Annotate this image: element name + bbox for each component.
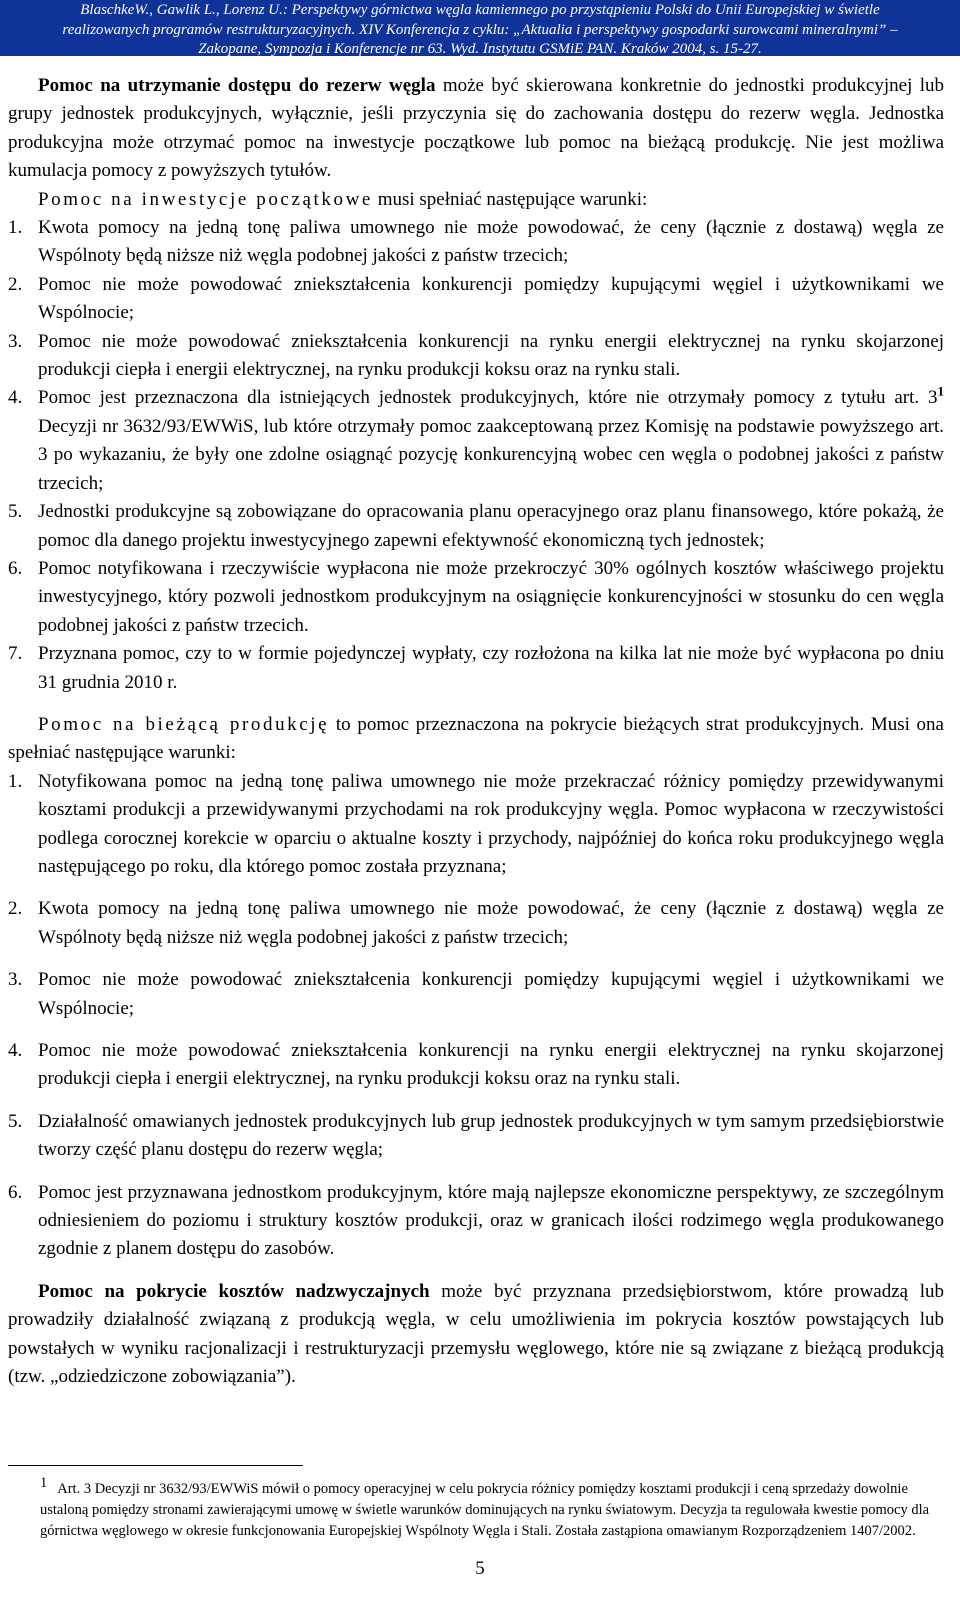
list-item-text: Działalność omawianych jednostek produkcyjnych lub grup jednostek produkcyjnych w tym samym przedsiębiorstwie tworzy część planu dostępu do rezerw węgla;	[38, 1110, 944, 1161]
paragraph-current-production-intro	[8, 711, 944, 768]
spacer	[8, 1264, 944, 1278]
list-item	[8, 271, 944, 328]
list-number: 2.	[8, 898, 23, 920]
paragraph-coal-reserves-aid	[8, 72, 944, 186]
list-item	[8, 640, 944, 697]
bold-term: Pomoc na utrzymanie dostępu do rezerw węgla	[38, 75, 436, 96]
list-number: 5.	[8, 1110, 23, 1132]
list-number: 3.	[8, 969, 23, 991]
investment-conditions-list	[8, 214, 944, 697]
list-item	[8, 895, 944, 952]
list-item-text: Jednostki produkcyjne są zobowiązane do opracowania planu operacyjnego oraz planu finansowego, które pokażą, że pomoc dla danego projektu inwestycyjnego zapewni efektywność ekonomiczną tych jednostek;	[38, 501, 944, 551]
paragraph-text: może być skierowana konkretnie do jednostki produkcyjnej lub grupy jednostek produkcyjnych, wyłącznie, jeśli przyczynia się do zachowania dostępu do rezerw węgla. Jednostka produkcyjna może otrzymać pomoc na inwestycje początkowe lub pomoc na bieżącą produkcję. Nie jest możliwa kumulacja pomocy z powyższych tytułów.	[8, 75, 944, 182]
list-item	[8, 1037, 944, 1094]
list-number: 4.	[8, 387, 23, 409]
list-number: 1.	[8, 217, 23, 239]
paragraph-text: musi spełniać następujące warunki:	[372, 188, 648, 210]
spacer	[8, 881, 944, 895]
list-item-text: Pomoc jest przeznaczona dla istniejących jednostek produkcyjnych, które nie otrzymały pomocy z tytułu art. 3	[38, 387, 938, 409]
list-item-text: Przyznana pomoc, czy to w formie pojedynczej wypłaty, czy rozłożona na kilka lat nie może być wypłacona po dniu 31 grudnia 2010 r.	[38, 643, 944, 693]
list-item-text: Pomoc nie może powodować zniekształcenia konkurencji na rynku energii elektrycznej na rynku skojarzonej produkcji ciepła i energii elektrycznej, na rynku produkcji koksu oraz na rynku stali.	[38, 1040, 944, 1090]
paragraph-initial-investment-intro	[8, 186, 944, 214]
spacer	[8, 1094, 944, 1108]
list-item-text: Kwota pomocy na jedną tonę paliwa umownego nie może powodować, że ceny (łącznie z dostawą) węgla ze Wspólnoty będą niższe niż węgla podobnej jakości z państw trzecich;	[38, 898, 944, 948]
footnote-number: 1	[40, 1475, 48, 1491]
list-item	[8, 555, 944, 640]
list-item-text-cont: Decyzji nr 3632/93/EWWiS, lub które otrzymały pomoc zaakceptowaną przez Komisję na podstawie powyższego art. 3 po wykazaniu, że były one zdolne osiągnąć pozycję konkurencyjną wobec cen węgla o podobnej jakości z państw trzecich;	[38, 415, 944, 494]
list-item	[8, 1108, 944, 1165]
list-item-text: Pomoc notyfikowana i rzeczywiście wypłacona nie może przekroczyć 30% ogólnych kosztów właściwego projektu inwestycyjnego, który pozwoli jednostkom produkcyjnym na osiągnięcie konkurencyjności w stosunku do cen węgla podobnej jakości z państw trzecich.	[38, 557, 944, 636]
list-number: 6.	[8, 1181, 23, 1203]
production-conditions-list	[8, 768, 944, 1264]
list-number: 3.	[8, 330, 23, 352]
citation-header	[0, 0, 960, 56]
list-item	[8, 498, 944, 555]
list-item	[8, 1179, 944, 1264]
bold-term: Pomoc na pokrycie kosztów nadzwyczajnych	[38, 1280, 430, 1302]
list-item	[8, 966, 944, 1023]
spaced-term: Pomoc na inwestycje początkowe	[38, 188, 373, 210]
list-item-text: Pomoc jest przyznawana jednostkom produkcyjnym, które mają najlepsze ekonomiczne perspektywy, ze szczególnym odniesieniem do poziomu i struktury kosztów produkcji, oraz w granicach ilości rodzimego węgla produkowanego zgodnie z planem dostępu do zasobów.	[38, 1181, 944, 1260]
list-item-text: Notyfikowana pomoc na jedną tonę paliwa umownego nie może przekraczać różnicy pomiędzy przewidywanymi kosztami produkcji a przewidywanymi przychodami na rok produkcyjny węgla. Pomoc wypłacona w rzeczywistości podlega corocznej korekcie w oparciu o aktualne koszty i przychody, najpóźniej do końca roku produkcyjnego węgla następującego po roku, dla którego pomoc została przyznana;	[38, 770, 944, 877]
list-item	[8, 328, 944, 385]
document-body	[8, 72, 944, 1391]
list-number: 1.	[8, 770, 23, 792]
citation-line-1: BlaschkeW., Gawlik L., Lorenz U.: Perspektywy górnictwa węgla kamiennego po przystąpieniu Polski do Unii Europejskiej w świetle	[80, 2, 880, 18]
footnote-reference: 1	[937, 384, 944, 400]
spacer	[8, 1023, 944, 1037]
list-number: 5.	[8, 501, 23, 523]
list-number: 6.	[8, 557, 23, 579]
page-number: 5	[475, 1558, 485, 1579]
citation-line-2: realizowanych programów restrukturyzacyjnych. XIV Konferencja z cyklu: „Aktualia i perspektywy gospodarki surowcami mineralnymi” –	[62, 21, 898, 38]
list-number: 2.	[8, 273, 23, 295]
spaced-term: Pomoc na bieżącą produkcję	[38, 713, 330, 735]
list-item-text: Pomoc nie może powodować zniekształcenia konkurencji na rynku energii elektrycznej na rynku skojarzonej produkcji ciepła i energii elektrycznej, na rynku produkcji koksu oraz na rynku stali.	[38, 330, 944, 381]
footnote-separator	[8, 1465, 303, 1466]
list-number: 7.	[8, 643, 23, 665]
paragraph-extraordinary-costs	[8, 1278, 944, 1392]
citation-line-3: Zakopane, Sympozja i Konferencje nr 63. Wyd. Instytutu GSMiE PAN. Kraków 2004, s. 15-27.	[198, 41, 762, 57]
spacer	[8, 697, 944, 711]
footnote	[40, 1473, 935, 1542]
list-item-text: Pomoc nie może powodować zniekształcenia konkurencji pomiędzy kupującymi węgiel i użytkownikami we Wspólnocie;	[38, 969, 944, 1019]
list-item-text: Kwota pomocy na jedną tonę paliwa umownego nie może powodować, że ceny (łącznie z dostawą) węgla ze Wspólnoty będą niższe niż węgla podobnej jakości z państw trzecich;	[38, 217, 944, 267]
paragraph-text: może być przyznana przedsiębiorstwom, które prowadzą lub prowadziły działalność związaną z produkcją węgla, w celu umożliwienia im pokrycia kosztów powstających lub powstałych w wyniku racjonalizacji i restrukturyzacji przemysłu węglowego, które nie są związane z bieżącą produkcją (tzw. „odziedziczone zobowiązania”).	[8, 1280, 945, 1388]
list-item	[8, 768, 944, 882]
footnote-text: Art. 3 Decyzji nr 3632/93/EWWiS mówił o pomocy operacyjnej w celu pokrycia różnicy pomiędzy kosztami produkcji i ceną sprzedaży dowolnie ustaloną pomiędzy stronami zawierającymi umowę w świetle warunków dominujących na rynku światowym. Decyzja ta regulowała kwestie pomocy dla górnictwa węglowego w okresie funkcjonowania Europejskiej Wspólnoty Węgla i Stali. Została zastąpiona omawianym Rozporządzeniem 1407/2002.	[40, 1481, 930, 1539]
list-number: 4.	[8, 1040, 23, 1061]
list-item	[8, 214, 944, 271]
list-item	[8, 384, 944, 498]
paragraph-text: to pomoc przeznaczona na pokrycie bieżących strat produkcyjnych. Musi ona spełniać następujące warunki:	[8, 713, 944, 764]
spacer	[8, 1165, 944, 1179]
spacer	[8, 952, 944, 966]
list-item-text: Pomoc nie może powodować zniekształcenia konkurencji pomiędzy kupującymi węgiel i użytkownikami we Wspólnocie;	[38, 273, 944, 324]
